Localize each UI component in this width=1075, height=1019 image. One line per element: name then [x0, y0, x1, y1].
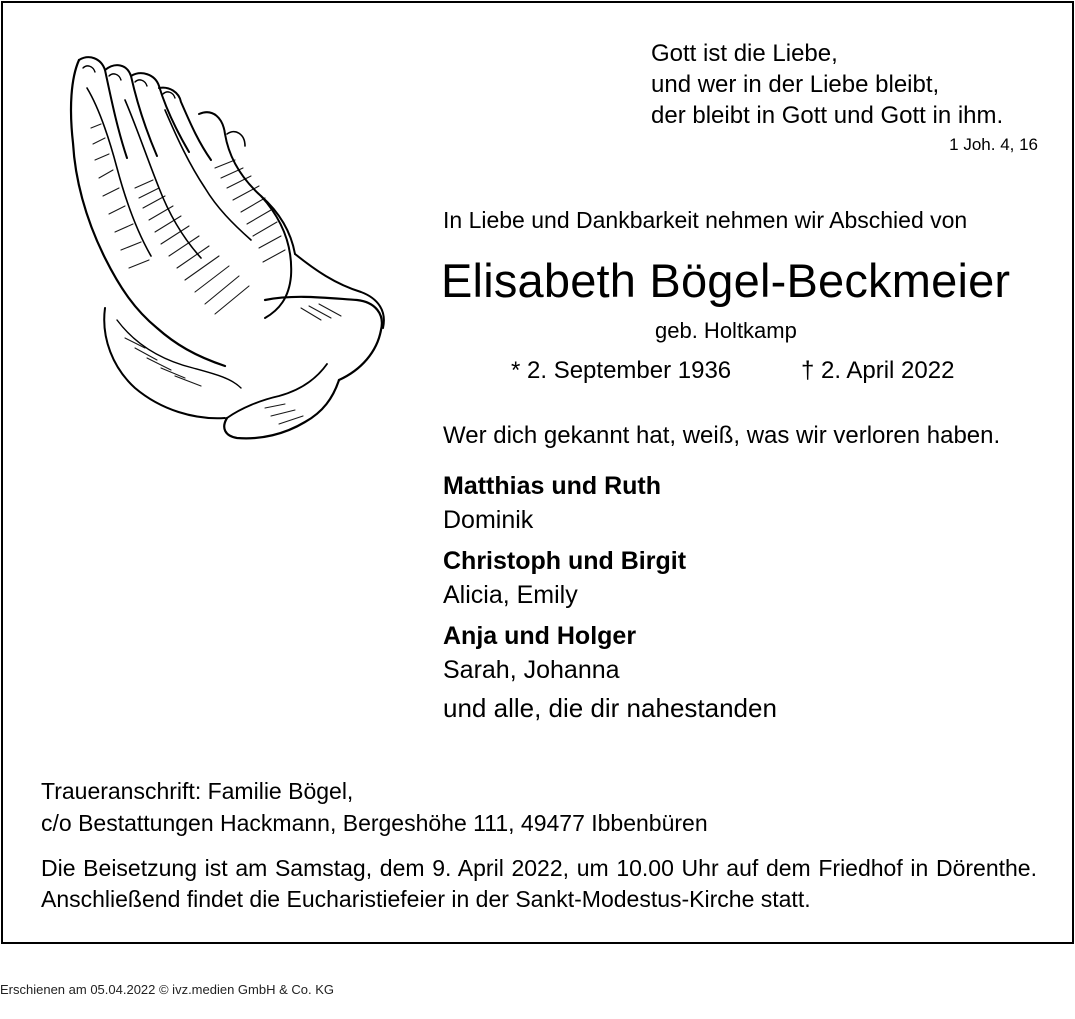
family-children: Sarah, Johanna [443, 656, 620, 684]
family-couple: Matthias und Ruth [443, 472, 662, 500]
bible-verse [651, 38, 1003, 131]
memorial-quote: Wer dich gekannt hat, weiß, was wir verloren haben. [443, 422, 1001, 449]
publication-footer: Erschienen am 05.04.2022 © ivz.medien GmbH & Co. KG [0, 982, 335, 997]
funeral-notice: Die Beisetzung ist am Samstag, dem 9. April 2022, um 10.00 Uhr auf dem Friedhof in Dörenthe. Anschließend findet die Eucharistiefeier in der Sankt-Modestus-Kirche statt. [41, 855, 1037, 912]
verse-reference: 1 Joh. 4, 16 [949, 135, 1038, 154]
family-couple: Christoph und Birgit [443, 547, 687, 575]
family-group [443, 544, 686, 612]
address-line: c/o Bestattungen Hackmann, Bergeshöhe 111, 49477 Ibbenbüren [41, 810, 708, 836]
address-line: Traueranschrift: Familie Bögel, [41, 778, 354, 804]
birth-date: * 2. September 1936 [511, 357, 732, 384]
verse-line: und wer in der Liebe bleibt, [651, 71, 940, 98]
deceased-name: Elisabeth Bögel-Beckmeier [441, 254, 1011, 307]
family-couple: Anja und Holger [443, 622, 637, 650]
family-group [443, 619, 686, 687]
mourning-address [41, 775, 708, 839]
death-date: † 2. April 2022 [801, 357, 955, 384]
verse-line: der bleibt in Gott und Gott in ihm. [651, 102, 1004, 129]
praying-hands-icon [65, 48, 391, 463]
family-children: Alicia, Emily [443, 581, 578, 609]
closing-line: und alle, die dir nahestanden [443, 693, 777, 723]
birth-name: geb. Holtkamp [655, 318, 797, 343]
obituary-card [1, 1, 1074, 944]
family-list [443, 469, 686, 694]
farewell-intro: In Liebe und Dankbarkeit nehmen wir Abschied von [443, 207, 968, 233]
verse-line: Gott ist die Liebe, [651, 40, 838, 67]
family-group [443, 469, 686, 537]
family-children: Dominik [443, 506, 534, 534]
